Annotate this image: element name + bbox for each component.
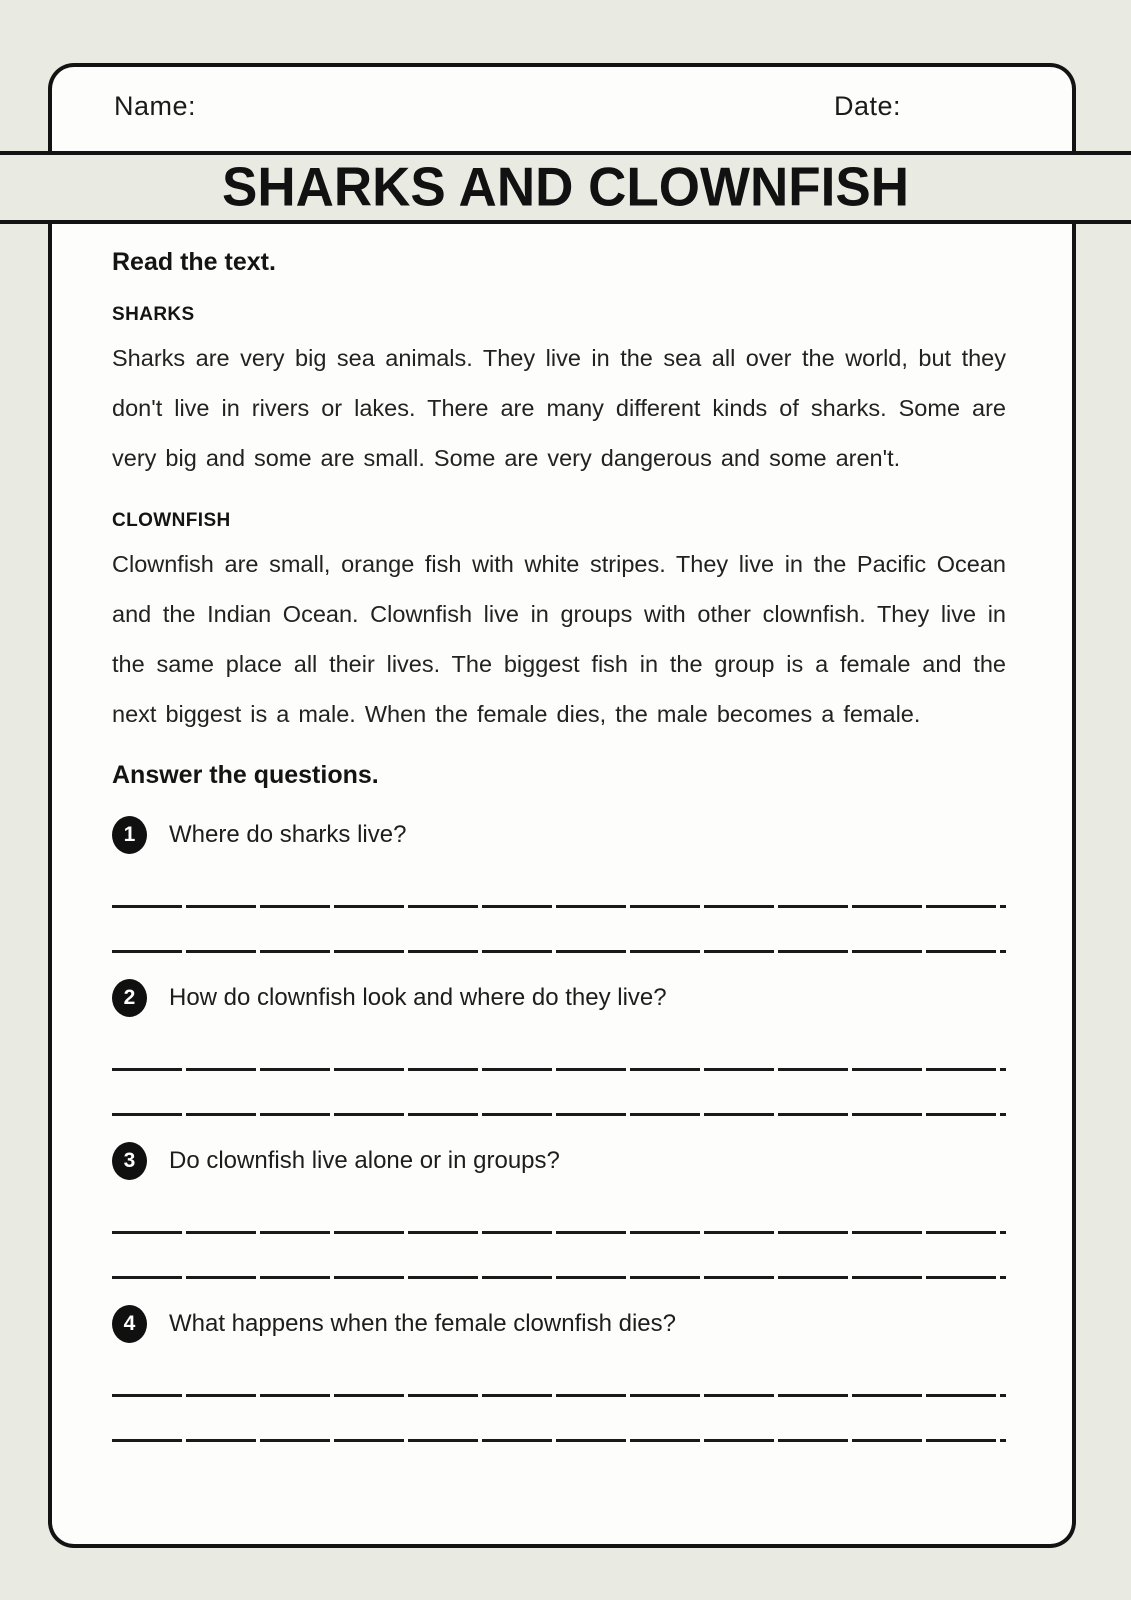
answer-line-q1-2[interactable] xyxy=(112,950,1006,953)
title-band xyxy=(0,151,1131,224)
question-text: What happens when the female clownfish dies? xyxy=(169,1310,676,1337)
answer-line-q4-2[interactable] xyxy=(112,1439,1006,1442)
answer-instruction: Answer the questions. xyxy=(112,761,379,789)
name-fill-area[interactable] xyxy=(262,87,782,127)
question-text: How do clownfish look and where do they live? xyxy=(169,984,667,1011)
answer-line-q2-2[interactable] xyxy=(112,1113,1006,1116)
name-date-box xyxy=(48,63,1076,151)
answer-line-q3-2[interactable] xyxy=(112,1276,1006,1279)
answer-line-q3-1[interactable] xyxy=(112,1231,1006,1234)
answer-line-q2-1[interactable] xyxy=(112,1068,1006,1071)
question-text: Do clownfish live alone or in groups? xyxy=(169,1147,560,1174)
question-text: Where do sharks live? xyxy=(169,821,407,848)
answer-line-q4-1[interactable] xyxy=(112,1394,1006,1397)
question-number-badge: 3 xyxy=(112,1142,147,1180)
date-fill-area[interactable] xyxy=(957,87,1107,127)
question-4 xyxy=(112,1305,1006,1343)
passage-text-clownfish: Clownfish are small, orange fish with white stripes. They live in the Pacific Ocean and the Indian Ocean. Clownfish live in groups with other clownfish. They live in the same place all their lives. The biggest fish in the group is a female and the next biggest is a male. When the female dies, the male becomes a female. xyxy=(112,551,1006,727)
date-label: Date: xyxy=(834,91,902,121)
worksheet-body xyxy=(48,224,1076,1548)
worksheet-title: SHARKS AND CLOWNFISH xyxy=(221,156,909,219)
question-2 xyxy=(112,979,1006,1017)
passage-heading-clownfish: CLOWNFISH xyxy=(112,510,231,531)
question-number-badge: 4 xyxy=(112,1305,147,1343)
name-label: Name: xyxy=(114,91,197,121)
question-3 xyxy=(112,1142,1006,1180)
read-instruction: Read the text. xyxy=(112,248,276,276)
question-number-badge: 2 xyxy=(112,979,147,1017)
question-number-badge: 1 xyxy=(112,816,147,854)
passage-text-sharks: Sharks are very big sea animals. They live in the sea all over the world, but they don't live in rivers or lakes. There are many different kinds of sharks. Some are very big and some are small. Some are very dangerous and some aren't. xyxy=(112,345,1006,471)
passage-heading-sharks: SHARKS xyxy=(112,304,195,325)
question-1 xyxy=(112,816,1006,854)
answer-line-q1-1[interactable] xyxy=(112,905,1006,908)
